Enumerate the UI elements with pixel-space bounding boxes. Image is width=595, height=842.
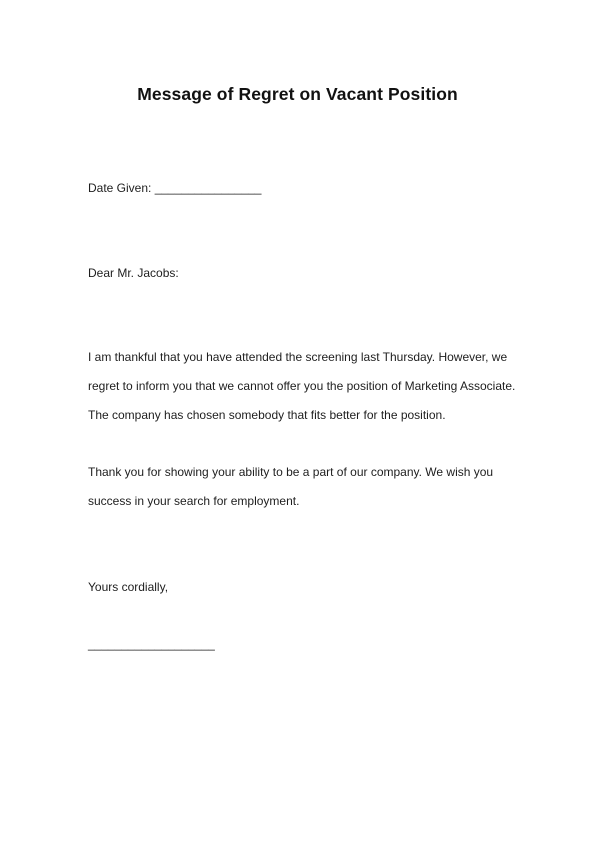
paragraph-1-line-2: regret to inform you that we cannot offer you the position of Marketing Associate.	[88, 379, 516, 393]
signature-line: ___________________	[88, 637, 215, 651]
document-title: Message of Regret on Vacant Position	[137, 84, 458, 104]
paragraph-1-line-3: The company has chosen somebody that fits better for the position.	[88, 408, 446, 422]
paragraph-2-line-1: Thank you for showing your ability to be a part of our company. We wish you	[88, 465, 494, 479]
closing: Yours cordially,	[88, 580, 169, 594]
paragraph-1-line-1: I am thankful that you have attended the screening last Thursday. However, we	[88, 350, 508, 364]
salutation: Dear Mr. Jacobs:	[88, 266, 179, 280]
date-given-line: Date Given: ________________	[88, 181, 262, 195]
paragraph-2-line-2: success in your search for employment.	[88, 494, 300, 508]
